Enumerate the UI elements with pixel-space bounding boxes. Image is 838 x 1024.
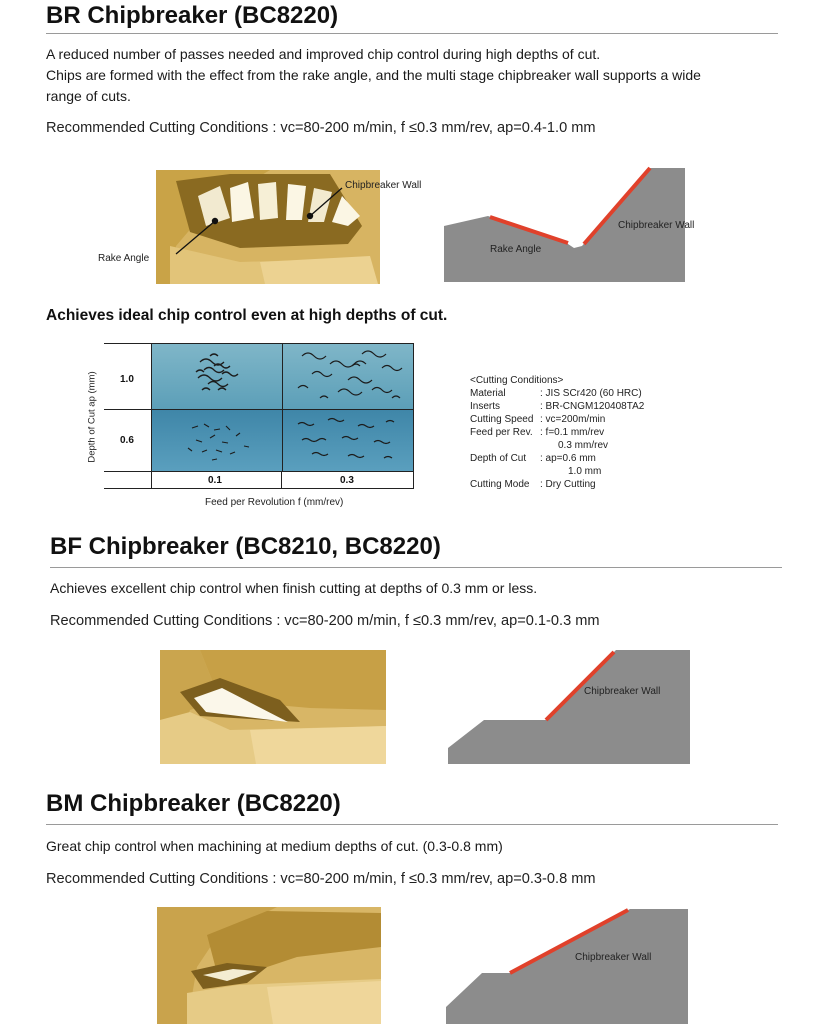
cc-row-inserts xyxy=(470,400,644,413)
br-recommended-conditions: Recommended Cutting Conditions : vc=80-200 m/min, f ≤0.3 mm/rev, ap=0.4-1.0 mm xyxy=(46,120,596,136)
cc-key xyxy=(470,465,568,478)
cc-key: Feed per Rev. xyxy=(470,427,533,438)
bm-description: Great chip control when machining at medium depths of cut. (0.3-0.8 mm) xyxy=(46,838,503,854)
chip-photo-1-03 xyxy=(283,344,413,409)
table-line xyxy=(281,471,282,489)
br-profile-label-chipbreaker-wall: Chipbreaker Wall xyxy=(618,220,695,231)
row-label-1: 1.0 xyxy=(120,374,134,385)
cc-key: Depth of Cut xyxy=(470,453,527,464)
cc-key xyxy=(470,439,558,452)
y-axis-label-wrap xyxy=(83,363,101,471)
br-divider xyxy=(46,33,778,34)
bf-profile-diagram xyxy=(448,648,690,766)
table-line xyxy=(413,343,414,489)
br-insert-illustration xyxy=(80,166,390,286)
br-label-rake-angle: Rake Angle xyxy=(98,253,150,264)
br-desc-line-1: A reduced number of passes needed and improved chip control during high depths of cut. xyxy=(46,46,601,62)
br-label-chipbreaker-wall: Chipbreaker Wall xyxy=(345,180,422,191)
cutting-conditions-block xyxy=(470,374,644,491)
col-label-1: 0.1 xyxy=(208,475,222,486)
chip-photo-1-01 xyxy=(152,344,282,409)
bf-insert-illustration xyxy=(160,650,386,764)
cc-row-depth xyxy=(470,452,644,465)
col-label-2: 0.3 xyxy=(340,475,354,486)
x-axis-label: Feed per Revolution f (mm/rev) xyxy=(205,497,344,508)
cc-row-feed-2 xyxy=(470,439,644,452)
bf-title: BF Chipbreaker (BC8210, BC8220) xyxy=(50,533,441,560)
bm-profile-label-chipbreaker-wall: Chipbreaker Wall xyxy=(575,952,652,963)
cc-row-depth-2 xyxy=(470,465,644,478)
chip-photo-06-03 xyxy=(283,410,413,471)
cc-value: 1.0 mm xyxy=(568,466,602,477)
bm-insert-illustration xyxy=(157,907,381,1024)
bm-recommended-conditions: Recommended Cutting Conditions : vc=80-200 m/min, f ≤0.3 mm/rev, ap=0.3-0.8 mm xyxy=(46,871,596,887)
row-label-2: 0.6 xyxy=(120,435,134,446)
bm-divider xyxy=(46,824,778,825)
br-profile-label-rake-angle: Rake Angle xyxy=(490,244,542,255)
y-axis-label: Depth of Cut ap (mm) xyxy=(86,371,98,463)
cc-key: Cutting Speed xyxy=(470,414,534,425)
cc-key: Cutting Mode xyxy=(470,479,530,490)
cc-value: : Dry Cutting xyxy=(540,479,596,490)
cc-value: : JIS SCr420 (60 HRC) xyxy=(540,388,642,399)
br-desc-line-3: range of cuts. xyxy=(46,88,131,104)
cc-value: : f=0.1 mm/rev xyxy=(540,427,605,438)
chip-result-table xyxy=(104,343,414,489)
cutting-conditions-title: <Cutting Conditions> xyxy=(470,375,564,386)
br-title: BR Chipbreaker (BC8220) xyxy=(46,2,339,29)
cc-row-material xyxy=(470,387,644,400)
br-description xyxy=(46,44,786,107)
chip-control-heading: Achieves ideal chip control even at high depths of cut. xyxy=(46,307,448,324)
br-desc-line-2: Chips are formed with the effect from the rake angle, and the multi stage chipbreaker wall supports a wide xyxy=(46,67,701,83)
cc-row-feed xyxy=(470,426,644,439)
bf-divider xyxy=(50,567,782,568)
bf-profile-label-chipbreaker-wall: Chipbreaker Wall xyxy=(584,686,661,697)
bm-profile-diagram xyxy=(446,907,688,1024)
chip-photo-06-01 xyxy=(152,410,282,471)
cc-value: : ap=0.6 mm xyxy=(540,453,596,464)
table-line xyxy=(104,409,151,410)
bf-recommended-conditions: Recommended Cutting Conditions : vc=80-200 m/min, f ≤0.3 mm/rev, ap=0.1-0.3 mm xyxy=(50,613,600,629)
cc-value: : BR-CNGM120408TA2 xyxy=(540,401,645,412)
cc-row-mode xyxy=(470,478,644,491)
cc-value: : vc=200m/min xyxy=(540,414,606,425)
chip-photo-grid xyxy=(152,344,413,471)
cc-row-speed xyxy=(470,413,644,426)
cc-key: Inserts xyxy=(470,401,501,412)
cc-value: 0.3 mm/rev xyxy=(558,440,609,451)
cc-key: Material xyxy=(470,388,506,399)
bm-title: BM Chipbreaker (BC8220) xyxy=(46,790,341,817)
bf-description: Achieves excellent chip control when finish cutting at depths of 0.3 mm or less. xyxy=(50,580,538,596)
